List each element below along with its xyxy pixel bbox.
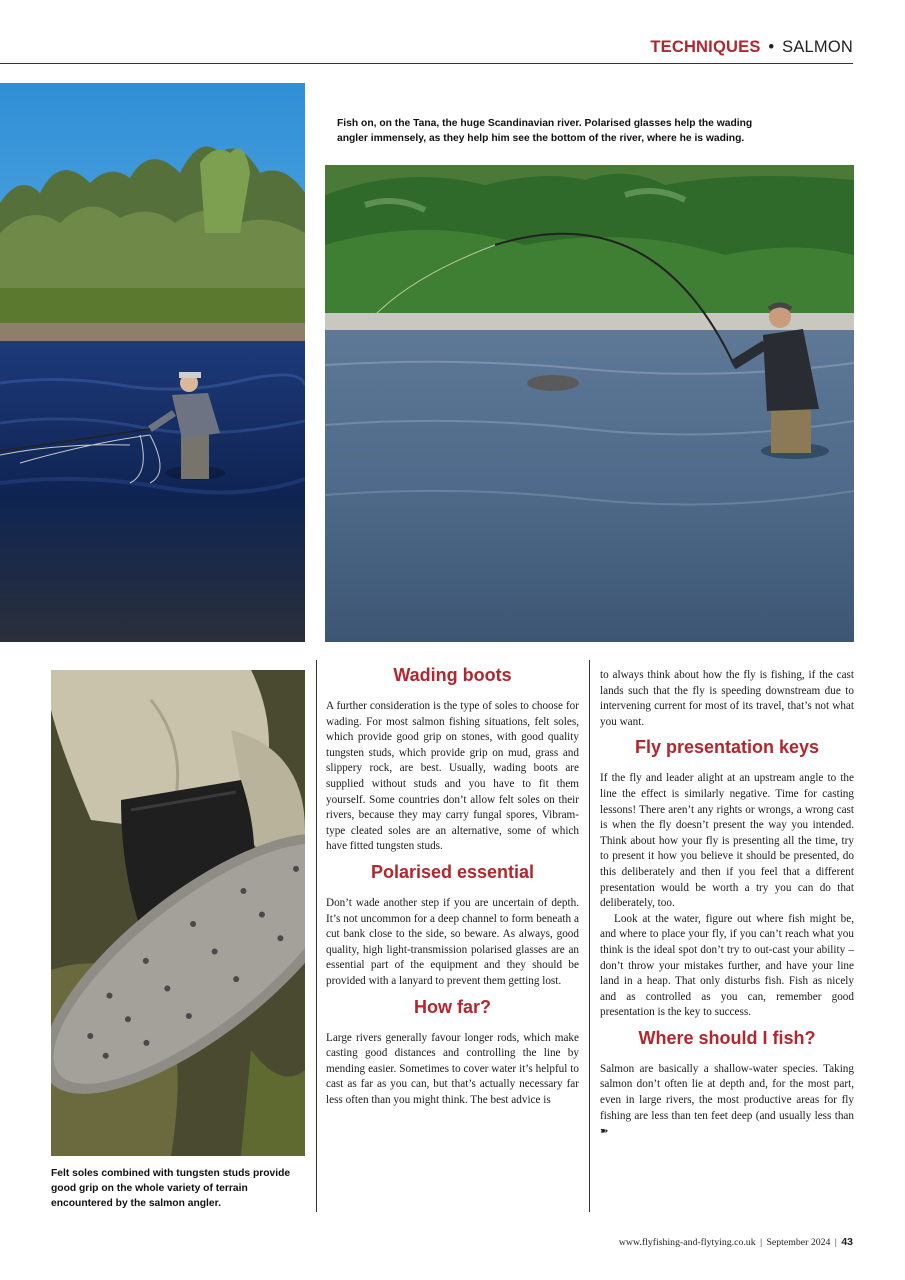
heading-how-far: How far? bbox=[413, 996, 491, 1017]
paragraph-where-to-fish bbox=[600, 1062, 854, 1140]
footer-date: September 2024 bbox=[766, 1237, 831, 1248]
heading-wading-boots: Wading boots bbox=[393, 665, 512, 685]
article-column-right bbox=[600, 668, 854, 1218]
paragraph-wading-boots: A further consideration is the type of soles to choose for wading. For most salmon fishing situations, felt soles, which provide good grip on stones, with good quality tungsten studs, which provide grip on mud, grass and slippery rock, are best. Usually, wading boots are supplied without studs and you have to fit them yourself. Some countries don’t allow felt soles on their rivers, because they may carry fungal spores, Vibram-type cleated soles are an alternative, some of which have fitted tungsten studs. bbox=[326, 700, 579, 853]
footer-separator: | bbox=[834, 1237, 837, 1248]
article-column-middle bbox=[326, 664, 579, 1214]
page-number: 43 bbox=[841, 1236, 853, 1248]
paragraph-fly-presentation-1: If the fly and leader alight at an upstream angle to the line the effect is similarly negative. Time for casting lessons! There aren’t any rights or wrongs, a wrong cast is when the fly doesn’t present the way you intended. Think about how your fly is presenting all the time, try to present it how you believe it should be presented, do this deliberately and then if you feel that a different presentation would be worth a try you can do that deliberately, too. bbox=[600, 772, 854, 910]
header-rule bbox=[0, 63, 853, 64]
photo-felt-sole-boot bbox=[51, 670, 305, 1156]
column-rule bbox=[316, 660, 317, 1212]
photo-caption-top: Fish on, on the Tana, the huge Scandinavian river. Polarised glasses help the wading angler immensely, as they help him see the bottom of the river, where he is wading. bbox=[337, 118, 753, 144]
header-separator: • bbox=[768, 38, 775, 56]
running-header bbox=[650, 38, 853, 57]
continue-arrow-icon: ➽ bbox=[600, 1126, 609, 1138]
heading-polarised: Polarised essential bbox=[370, 861, 535, 882]
paragraph-how-far: Large rivers generally favour longer rods, which make casting good distances and controlling the line by mending easier. Sometimes to cover water it’s helpful to cast as far as you can, but that’s actually necessary far less often than you might think. The best advice is bbox=[326, 1031, 579, 1106]
footer-separator: | bbox=[760, 1237, 763, 1248]
paragraph-fly-presentation-2: Look at the water, figure out where fish might be, and where to place your fly, if you can’t reach what you think is the ideal spot don’t try to out-cast your ability – don’t throw your mistakes further, and have your line land in a heap. That only disturbs fish. Fish as nicely and as controlled as you can, remember good presentation is the key to success. bbox=[600, 912, 854, 1019]
heading-fly-presentation: Fly presentation keys bbox=[634, 737, 820, 758]
paragraph-polarised: Don’t wade another step if you are uncertain of depth. It’s not uncommon for a deep channel to form beneath a cut bank close to the side, so beware. As always, good quality, high light-transmission polarised glasses are an essential part of the equipment and they should be provided with a lanyard to prevent them getting lost. bbox=[326, 896, 579, 987]
column-rule bbox=[589, 660, 590, 1212]
footer-url: www.flyfishing-and-flytying.co.uk bbox=[618, 1237, 756, 1248]
header-topic: SALMON bbox=[782, 38, 853, 56]
where-to-fish-text: Salmon are basically a shallow-water species. Taking salmon don’t often lie at depth and, for the most part, even in large rivers, the most productive areas for fly fishing are less than ten feet deep (and usually less than bbox=[600, 1062, 854, 1122]
page-footer bbox=[619, 1236, 853, 1248]
header-section: TECHNIQUES bbox=[650, 38, 761, 56]
photo-caption-boot: Felt soles combined with tungsten studs provide good grip on the whole variety of terrain encountered by the salmon angler. bbox=[51, 1168, 291, 1209]
paragraph-continuation: to always think about how the fly is fishing, if the cast lands such that the fly is speeding downstream due to intervening current for most of its travel, that’s not what you want. bbox=[600, 669, 854, 728]
heading-where-to-fish: Where should I fish? bbox=[638, 1027, 816, 1048]
photo-wading-angler bbox=[0, 83, 305, 642]
photo-tana-river-angler bbox=[325, 165, 854, 642]
